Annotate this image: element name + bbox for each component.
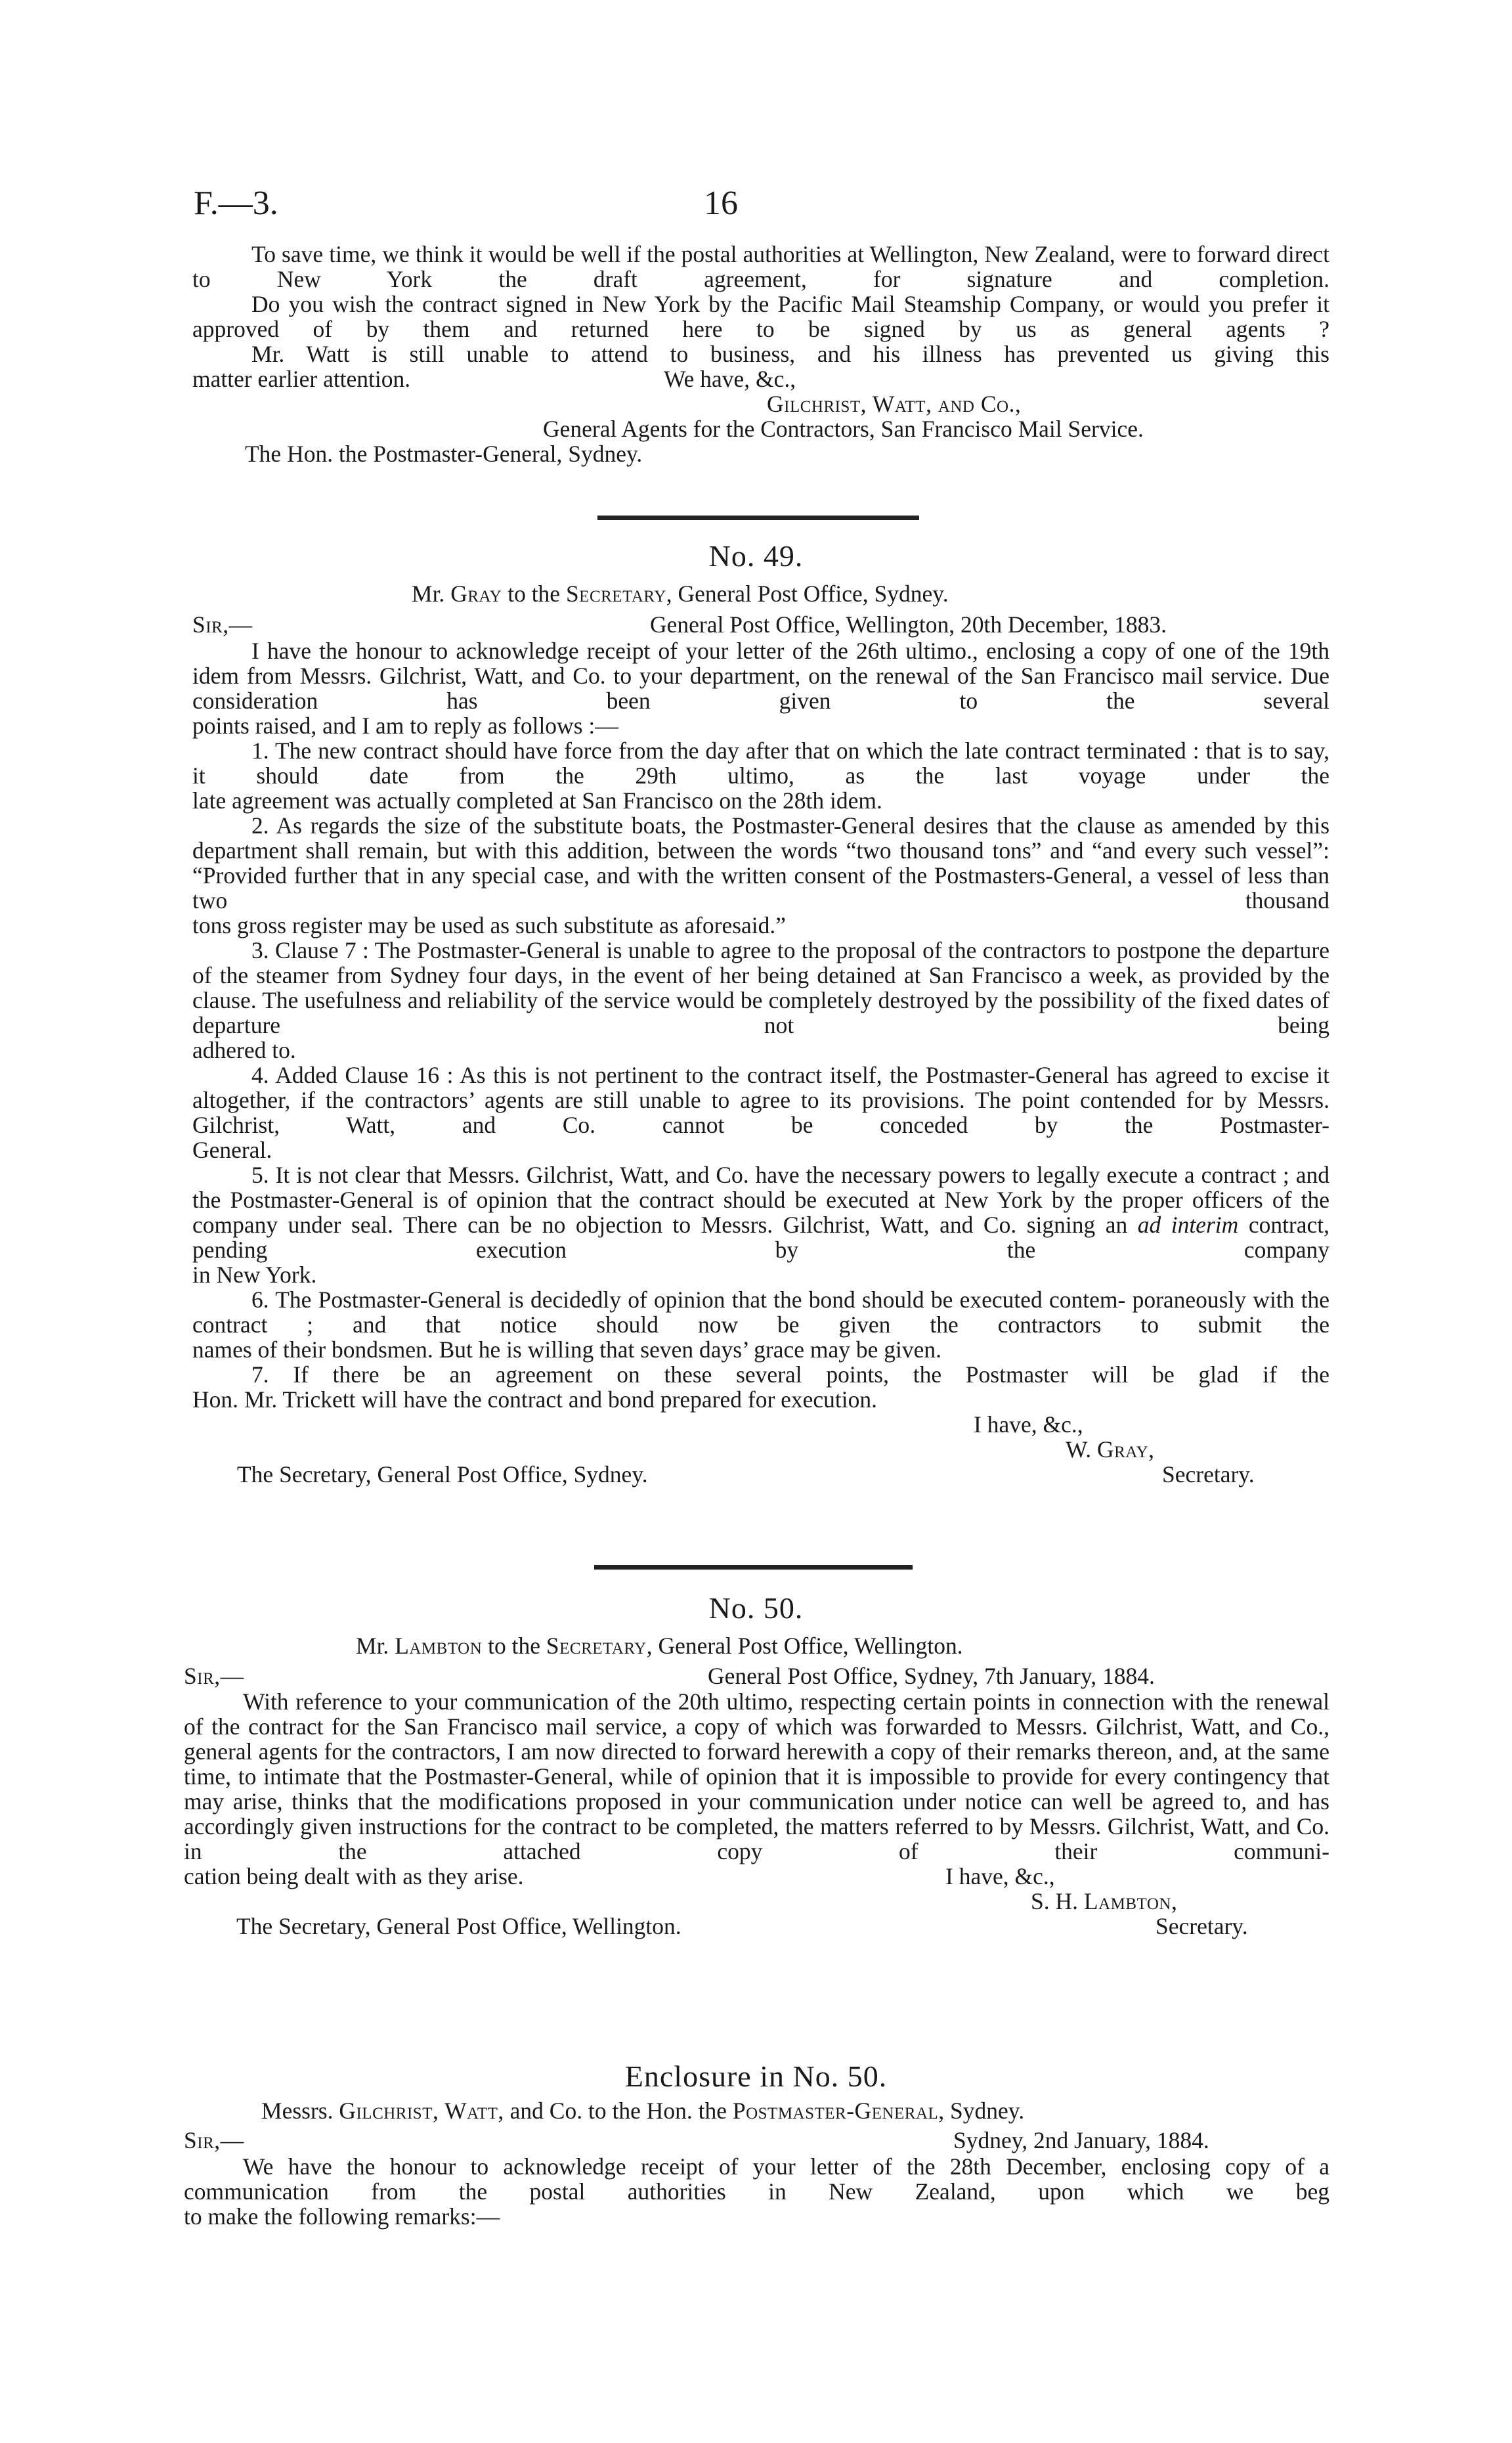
letter-body-49 [192,638,1329,1487]
enclosure-body [184,2154,1329,2229]
paragraph [192,341,1329,366]
signer-name: Gilchrist, Watt, and Co., [767,391,1022,417]
section-divider [594,1565,913,1570]
addressee-line [184,1914,1329,1939]
text-line: cation being dealt with as they arise. [184,1863,524,1889]
section-divider [597,516,919,520]
paragraph [192,292,1329,341]
letter-number-50: No. 50. [708,1591,804,1625]
signer-title: Secretary. [1162,1461,1255,1487]
document-reference: F.—3. [194,185,278,222]
paragraph: 7. If there be an agreement on these several points, the Postmaster will be glad if the [251,1361,1329,1388]
addressee: The Secretary, General Post Office, Sydney. [237,1461,648,1487]
continued-letter [192,242,1329,466]
text-line: tons gross register may be used as such substitute as aforesaid.” [192,912,787,938]
text-line: were to forward direct to New York the draft agreement, for signature and completion. [192,241,1329,292]
paragraph [192,242,1329,292]
text-line: General. [192,1137,272,1163]
closing: I have, &c., [945,1863,1055,1889]
text-line: adhered to. [192,1037,296,1063]
paragraph: 4. Added Clause 16 : As this is not pertinent to the contract itself, the Postmaster-General has agreed to excise it altogether, if the contractors’ agents are still unable to agree to its provisions. The point contended for by Messrs. Gilchrist, Watt, and Co. cannot be conceded by the Postmaster- [192,1062,1330,1138]
enclosure-title: Enclosure in No. 50. [624,2059,888,2093]
paragraph: 5. It is not clear that Messrs. Gilchrist, Watt, and Co. have the necessary powers to legally execute a contract ; and the Postmaster-General is of opinion that the contract should be executed at New York by the proper officers of the company under seal. There can be no objection to Messrs. Gilchrist, Watt, and Co. signing an ad interim contract, pending execution by the company [192,1162,1330,1263]
addressee: The Hon. the Postmaster-General, Sydney. [245,441,643,467]
signer: W. Gray, [1066,1436,1155,1463]
text-line: to make the following remarks:— [184,2203,500,2230]
paragraph: 1. The new contract should have force from the day after that on which the late contract terminated : that is to say, it should date from the 29th ultimo, as the last voyage under the [192,737,1329,789]
signer-title: Secretary. [1156,1913,1248,1939]
dateline: General Post Office, Wellington, 20th December, 1883. [650,611,1167,638]
text-line: in New York. [192,1262,317,1288]
text-line: To save time, we think it would be well if the postal authorities at Wellington, New Zealand, [251,241,1115,267]
dateline: Sydney, 2nd January, 1884. [953,2127,1209,2153]
text-line: would you prefer it approved of by them and returned here to be signed by us as general agents ? [192,291,1330,342]
dateline: General Post Office, Sydney, 7th January, 1884. [708,1663,1155,1689]
text-line: matter earlier attention. [192,366,411,392]
text-line: points raised, and I am to reply as follows :— [192,713,618,739]
paragraph: 3. Clause 7 : The Postmaster-General is unable to agree to the proposal of the contractors to postpone the departure of the steamer from Sydney four days, in the event of her being detained at San Francisco a week, as provided by the clause. The usefulness and reliability of the service would be completely destroyed by the possibility of the fixed dates of departure not being [192,937,1330,1038]
text-line: names of their bondsmen. But he is willing that seven days’ grace may be given. [192,1336,941,1363]
salutation: Sir,— [192,611,253,638]
text-line: late agreement was actually completed at San Francisco on the 28th idem. [192,787,882,814]
closing: I have, &c., [974,1411,1083,1438]
addressee-line [192,1462,1329,1487]
paragraph: With reference to your communication of the 20th ultimo, respecting certain points in connection with the renewal of the contract for the San Francisco mail service, a copy of which was forwarded to Messrs. Gilchrist, Watt, and Co., general agents for the contractors, I am now directed to forward herewith a copy of their remarks thereon, and, at the same time, to intimate that the Postmaster-General, while of opinion that it is impossible to provide for every contingency that may arise, thinks that the modifications proposed in your communication under notice can well be agreed to, and has accordingly given instructions for the contract to be completed, the matters referred to by Messrs. Gilchrist, Watt, and Co. in the attached copy of their communi- [184,1688,1330,1864]
letter-heading-49: Mr. Gray to the Secretary, General Post Office, Sydney. [412,581,949,607]
closing: We have, &c., [664,366,796,392]
signer [192,391,1329,416]
text-line: Do you wish the contract signed in New York by the Pacific Mail Steamship Company, or [251,291,1133,317]
paragraph: 2. As regards the size of the substitute boats, the Postmaster-General desires that the clause as amended by this department shall remain, but with this addition, between the words “two thousand tons” and “and every such vessel”: “Provided further that in any special case, and with the written consent of the Postmasters-General, a vessel of less than two thousand [192,812,1330,913]
paragraph: We have the honour to acknowledge receipt of your letter of the 28th December, enclosing copy of a communication from the postal authorities in New Zealand, upon which we beg [184,2153,1330,2205]
letter-number-49: No. 49. [708,539,804,573]
signer-title: General Agents for the Contractors, San Francisco Mail Service. [543,416,1144,442]
text-line: Mr. Watt is still unable to attend to business, and his illness has prevented us giving this [251,341,1329,367]
paragraph-last-line [184,1864,1329,1889]
signer: S. H. Lambton, [1031,1888,1177,1914]
addressee: The Secretary, General Post Office, Wellington. [236,1913,681,1939]
paragraph: 6. The Postmaster-General is decidedly of opinion that the bond should be executed contem- poraneously with the contract ; and that notice should now be given the contractors to submit the [192,1287,1330,1338]
paragraph: I have the honour to acknowledge receipt of your letter of the 26th ultimo., enclosing a copy of one of the 19th idem from Messrs. Gilchrist, Watt, and Co. to your department, on the renewal of the San Francisco mail service. Due consideration has been given to the several [192,638,1329,714]
letter-body-50 [184,1689,1329,1939]
salutation: Sir,— [184,1663,244,1689]
text-line: Hon. Mr. Trickett will have the contract and bond prepared for execution. [192,1386,878,1413]
paragraph-last-line [192,366,1329,391]
enclosure-heading: Messrs. Gilchrist, Watt, and Co. to the Hon. the Postmaster-General, Sydney. [261,2098,1025,2124]
letter-heading-50: Mr. Lambton to the Secretary, General Post Office, Wellington. [356,1633,963,1659]
page-number: 16 [704,185,738,222]
salutation: Sir,— [184,2127,244,2153]
